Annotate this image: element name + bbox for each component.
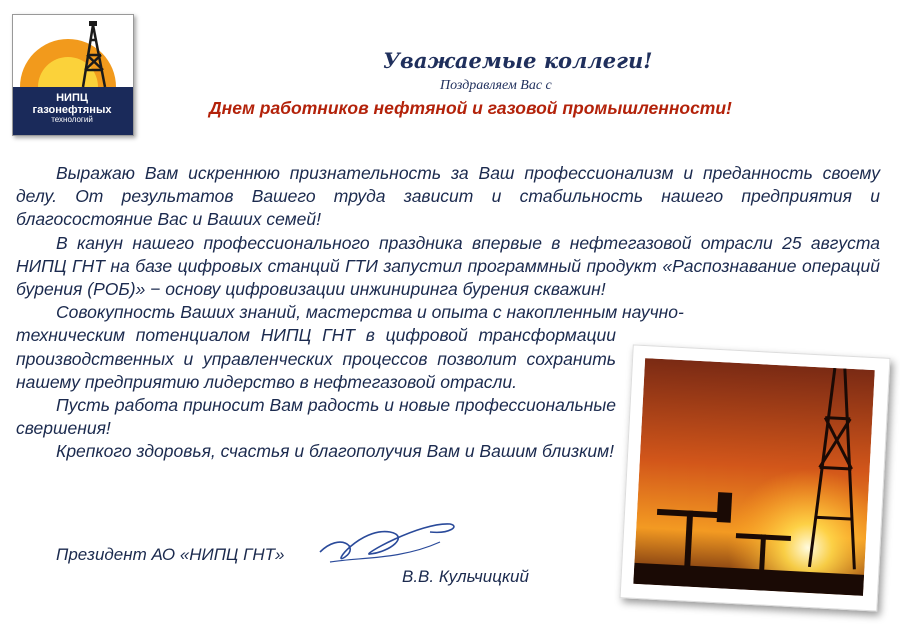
paragraph-5: Крепкого здоровья, счастья и благополучия Вам и Вашим близким! bbox=[56, 441, 615, 462]
paragraph-3-rest: техническим потенциалом НИПЦ ГНТ в цифровой трансформации производственных и управленческих процессов позволит сохранить нашему предприятию лидерство в нефтегазовой отрасли. bbox=[16, 325, 616, 392]
logo-line-2: газонефтяных bbox=[32, 103, 112, 116]
logo-text bbox=[13, 93, 131, 124]
signatory-name: В.В. Кульчицкий bbox=[402, 567, 529, 586]
holiday-title: Днем работников нефтяной и газовой промышленности! bbox=[209, 98, 732, 118]
signatory-title: Президент АО «НИПЦ ГНТ» bbox=[56, 545, 285, 564]
paragraph-1: Выражаю Вам искреннюю признательность за Ваш профессионализм и преданность своему делу. От результатов Вашего труда зависит и стабильность нашего предприятия и благосостояние Вас и Ваших семей! bbox=[16, 163, 880, 230]
paragraph-2: В канун нашего профессионального праздника впервые в нефтегазовой отрасли 25 августа НИПЦ ГНТ на базе цифровых станций ГТИ запустил программный продукт «Распознавание операций бурения (РОБ)» − основу цифровизации инжиниринга бурения скважин! bbox=[16, 232, 880, 300]
signature-graphic bbox=[300, 512, 480, 572]
oilfield-photo bbox=[620, 344, 891, 611]
greeting-heading: Уважаемые коллеги! bbox=[383, 48, 653, 73]
paragraph-4: Пусть работа приносит Вам радость и новые профессиональные свершения! bbox=[16, 395, 616, 439]
oilfield-sunset-image bbox=[633, 358, 875, 596]
logo-line-1: НИПЦ bbox=[56, 92, 88, 104]
logo-line-3: технологий bbox=[51, 115, 93, 125]
company-logo bbox=[12, 14, 134, 136]
congrats-line: Поздравляем Вас с bbox=[440, 78, 552, 93]
paragraph-3-first-line: Совокупность Ваших знаний, мастерства и опыта с накопленным научно- bbox=[56, 302, 684, 323]
